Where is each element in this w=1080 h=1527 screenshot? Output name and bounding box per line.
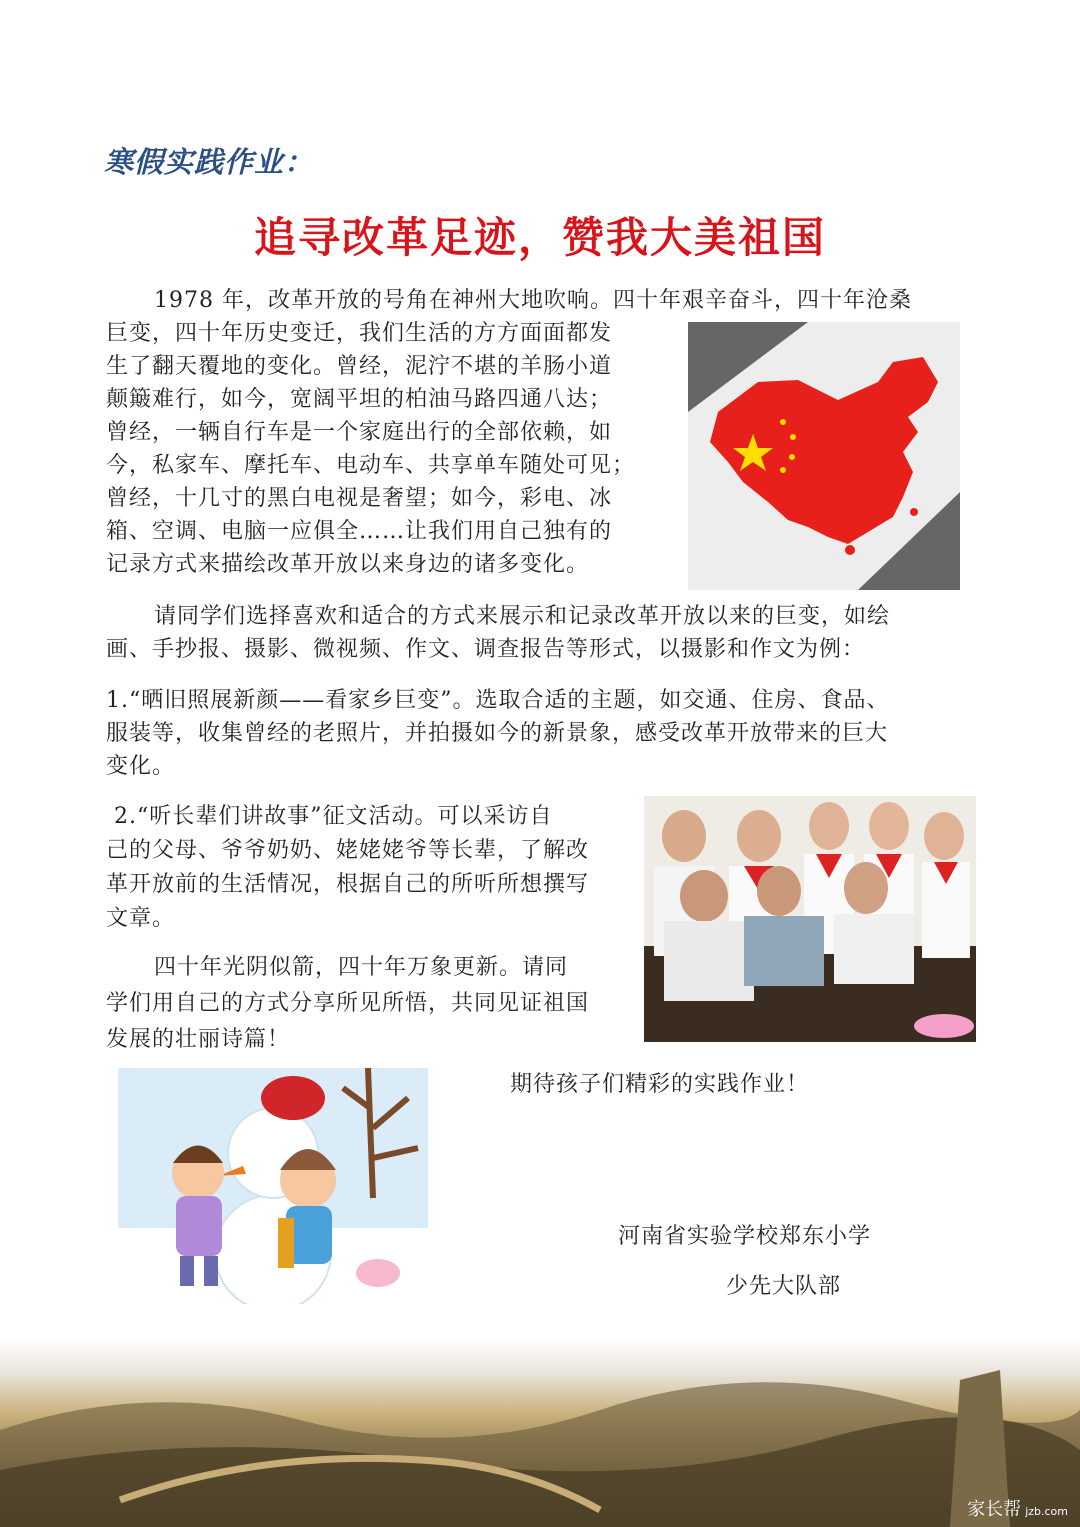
text-line: 四十年光阴似箭，四十年万象更新。请同	[106, 955, 568, 980]
signature-school: 河南省实验学校郑东小学	[618, 1224, 872, 1249]
text-line: 服装等，收集曾经的老照片，并拍摄如今的新景象，感受改革开放带来的巨大	[106, 721, 889, 746]
text-line: 箱、空调、电脑一应俱全……让我们用自己独有的	[106, 519, 613, 544]
section-title: 寒假实践作业：	[104, 145, 315, 179]
watermark	[967, 1495, 1068, 1521]
text-line: 变化。	[106, 754, 176, 779]
text-line: 画、手抄报、摄影、微视频、作文、调查报告等形式，以摄影和作文为例：	[106, 637, 866, 662]
expectation-text: 期待孩子们精彩的实践作业！	[510, 1072, 810, 1097]
text-line: 颠簸难行，如今，宽阔平坦的柏油马路四通八达；	[106, 387, 613, 412]
text-line: 请同学们选择喜欢和适合的方式来展示和记录改革开放以来的巨变，如绘	[106, 604, 890, 629]
great-wall-landscape	[0, 1340, 1080, 1527]
text-line: 曾经，一辆自行车是一个家庭出行的全部依赖，如	[106, 420, 613, 445]
item-essay	[106, 800, 589, 936]
signature-dept: 少先大队部	[726, 1274, 842, 1299]
watermark-domain: jzb.com	[1025, 1505, 1068, 1518]
text-line: 记录方式来描绘改革开放以来身边的诸多变化。	[106, 552, 590, 577]
item-photography	[106, 684, 890, 783]
text-line: 生了翻天覆地的变化。曾经，泥泞不堪的羊肠小道	[106, 354, 613, 379]
text-line: 2.“听长辈们讲故事”征文活动。可以采访自	[106, 804, 553, 829]
watermark-brand: 家长帮	[967, 1499, 1022, 1520]
text-line: 革开放前的生活情况，根据自己的所听所想撰写	[106, 872, 590, 897]
text-line: 今，私家车、摩托车、电动车、共享单车随处可见；	[106, 453, 636, 478]
text-line: 1.“晒旧照展新颜——看家乡巨变”。选取合适的主题，如交通、住房、食品、	[106, 688, 890, 713]
text-line: 文章。	[106, 906, 176, 931]
instructions-paragraph	[106, 600, 890, 666]
page-title: 追寻改革足迹，赞我大美祖国	[253, 213, 826, 262]
text-line: 学们用自己的方式分享所见所悟，共同见证祖国	[106, 991, 590, 1016]
closing-paragraph	[106, 950, 589, 1058]
text-line: 发展的壮丽诗篇！	[106, 1027, 291, 1052]
text-line: 曾经，十几寸的黑白电视是奢望；如今，彩电、冰	[106, 486, 613, 511]
text-line: 己的父母、爷爷奶奶、姥姥姥爷等长辈，了解改	[106, 838, 590, 863]
elders-students-photo	[644, 796, 976, 1042]
text-line: 1978 年，改革开放的号角在神州大地吹响。四十年艰辛奋斗，四十年沧桑	[106, 288, 912, 313]
snowman-illustration	[118, 1068, 428, 1304]
china-map-image	[688, 322, 960, 590]
text-line: 巨变，四十年历史变迁，我们生活的方方面面都发	[106, 321, 613, 346]
